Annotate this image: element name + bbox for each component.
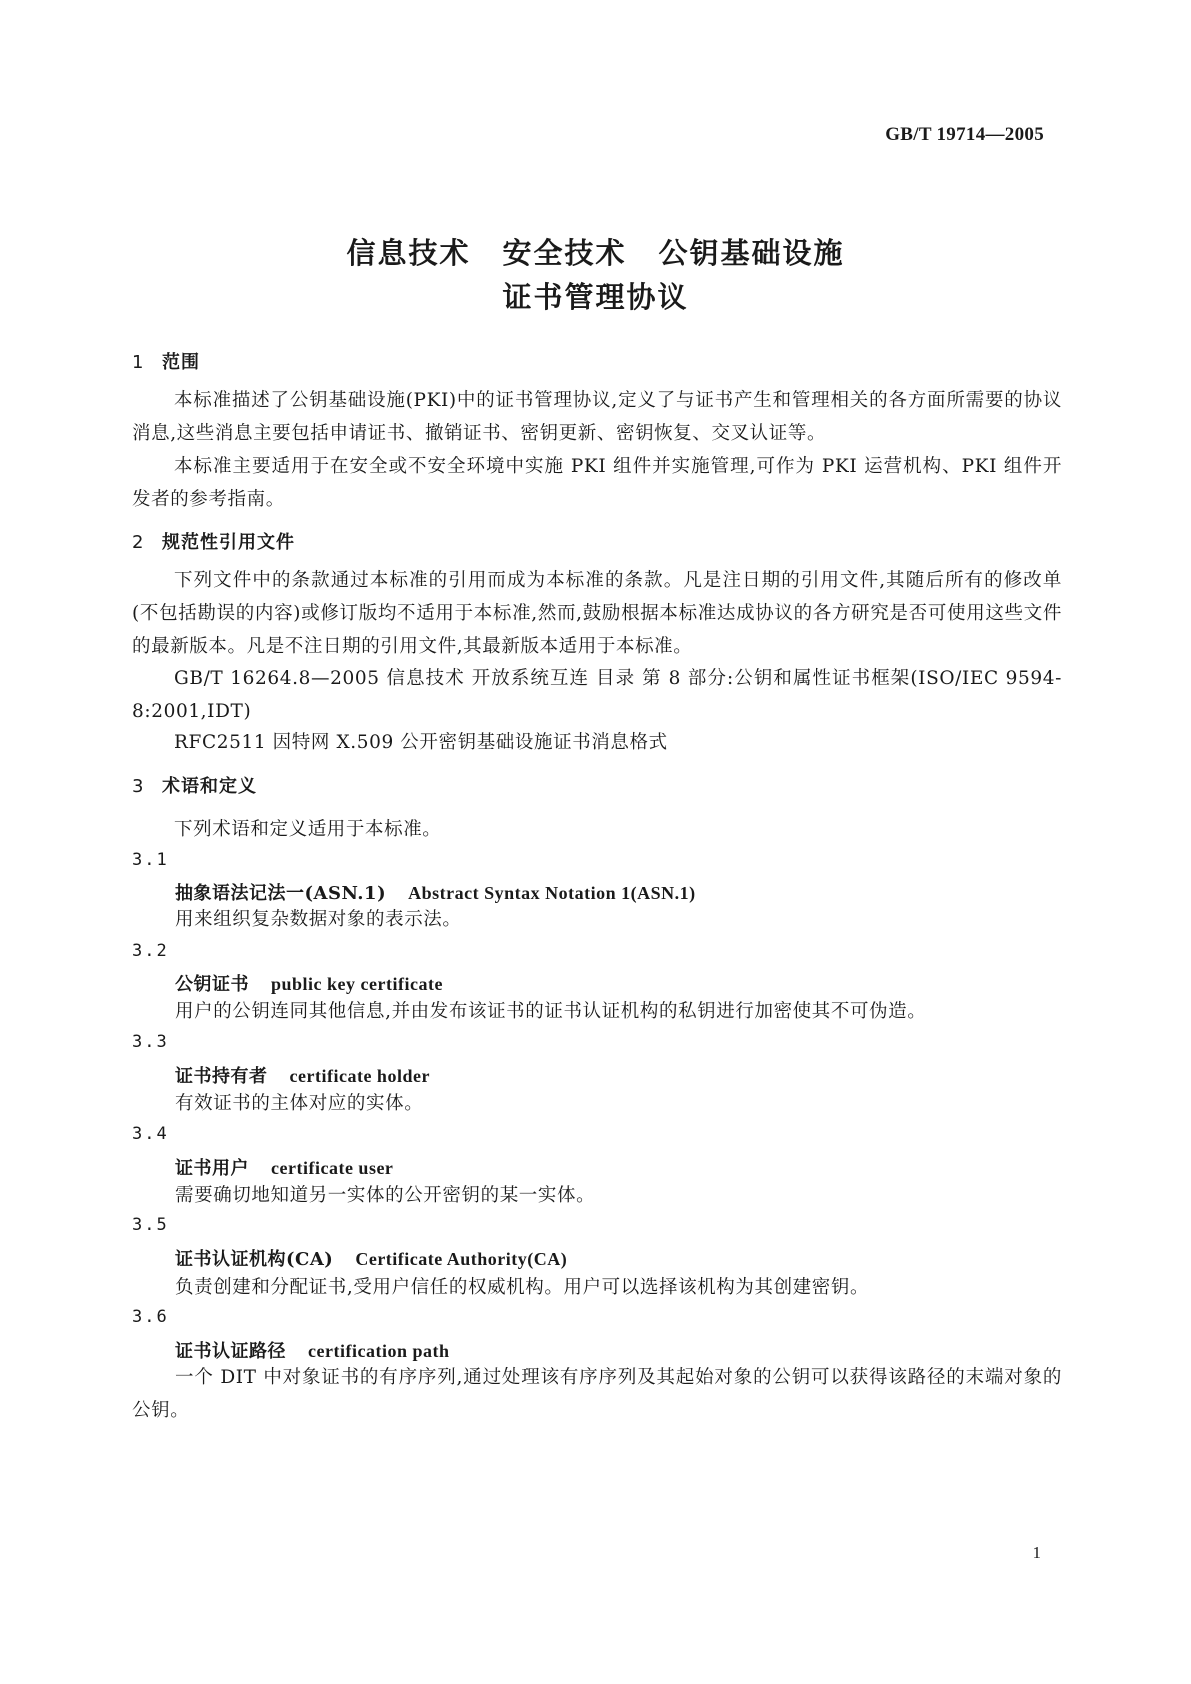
term-definition: 负责创建和分配证书,受用户信任的权威机构。用户可以选择该机构为其创建密钥。 [175, 1277, 870, 1298]
term-definition: 用户的公钥连同其他信息,并由发布该证书的证书认证机构的私钥进行加密使其不可伪造。 [175, 1001, 927, 1022]
term-en: Abstract Syntax Notation 1(ASN.1) [408, 883, 696, 903]
term-title [175, 970, 443, 996]
term-en: certification path [308, 1341, 450, 1361]
term-zh: 抽象语法记法一(ASN.1) [175, 883, 387, 904]
term-definition: 需要确切地知道另一实体的公开密钥的某一实体。 [175, 1185, 596, 1206]
section-title: 范围 [162, 352, 200, 373]
section-number: 2 [132, 532, 145, 553]
term-definition: 一个 DIT 中对象证书的有序序列,通过处理该有序序列及其起始对象的公钥可以获得该路径的末端对象的公钥。 [132, 1367, 1062, 1421]
section-number: 3 [132, 776, 145, 797]
title-part: 信息技术 [346, 236, 471, 270]
paragraph: 本标准主要适用于在安全或不安全环境中实施 PKI 组件并实施管理,可作为 PKI 运营机构、PKI 组件开发者的参考指南。 [132, 456, 1062, 510]
section-heading-scope [132, 348, 200, 374]
reference-item: GB/T 16264.8—2005 信息技术 开放系统互连 目录 第 8 部分:公钥和属性证书框架(ISO/IEC 9594-8:2001,IDT) [132, 668, 1062, 722]
term-title [175, 1062, 430, 1088]
section-heading-normative-references [132, 528, 295, 554]
term-number: 3.3 [132, 1032, 169, 1052]
term-number: 3.5 [132, 1215, 169, 1235]
paragraph: 本标准描述了公钥基础设施(PKI)中的证书管理协议,定义了与证书产生和管理相关的各方面所需要的协议消息,这些消息主要包括申请证书、撤销证书、密钥更新、密钥恢复、交叉认证等。 [132, 390, 1062, 444]
paragraph: 下列术语和定义适用于本标准。 [174, 819, 442, 840]
term-number: 3.4 [132, 1124, 169, 1144]
term-en: certificate holder [289, 1066, 430, 1086]
section-title: 规范性引用文件 [162, 532, 295, 553]
page-number: 1 [1032, 1543, 1041, 1562]
term-number: 3.6 [132, 1307, 169, 1327]
section-heading-terms [132, 772, 257, 798]
section-title: 术语和定义 [162, 776, 257, 797]
title-line-2: 证书管理协议 [502, 280, 689, 314]
term-definition: 用来组织复杂数据对象的表示法。 [175, 909, 462, 930]
term-definition: 有效证书的主体对应的实体。 [175, 1093, 424, 1114]
section-number: 1 [132, 352, 145, 373]
title-part: 安全技术 [502, 236, 627, 270]
term-number: 3.1 [132, 850, 169, 870]
title-line-1 [0, 231, 1191, 272]
term-en: Certificate Authority(CA) [355, 1249, 568, 1269]
term-zh: 证书认证路径 [175, 1341, 286, 1362]
term-title [175, 1154, 393, 1180]
title-part: 公钥基础设施 [658, 236, 845, 270]
term-zh: 公钥证书 [175, 974, 249, 995]
term-zh: 证书认证机构(CA) [175, 1249, 334, 1270]
term-zh: 证书持有者 [175, 1066, 268, 1087]
reference-item: RFC2511 因特网 X.509 公开密钥基础设施证书消息格式 [174, 732, 668, 753]
term-number: 3.2 [132, 941, 169, 961]
term-en: public key certificate [271, 974, 443, 994]
term-en: certificate user [271, 1158, 394, 1178]
term-title [175, 1337, 449, 1363]
term-title [175, 1245, 567, 1271]
paragraph: 下列文件中的条款通过本标准的引用而成为本标准的条款。凡是注日期的引用文件,其随后所有的修改单(不包括勘误的内容)或修订版均不适用于本标准,然而,鼓励根据本标准达成协议的各方研究是否可使用这些文件的最新版本。凡是不注日期的引用文件,其最新版本适用于本标准。 [132, 570, 1062, 657]
standard-code: GB/T 19714—2005 [885, 124, 1044, 145]
term-title [175, 879, 696, 905]
term-zh: 证书用户 [175, 1158, 249, 1179]
